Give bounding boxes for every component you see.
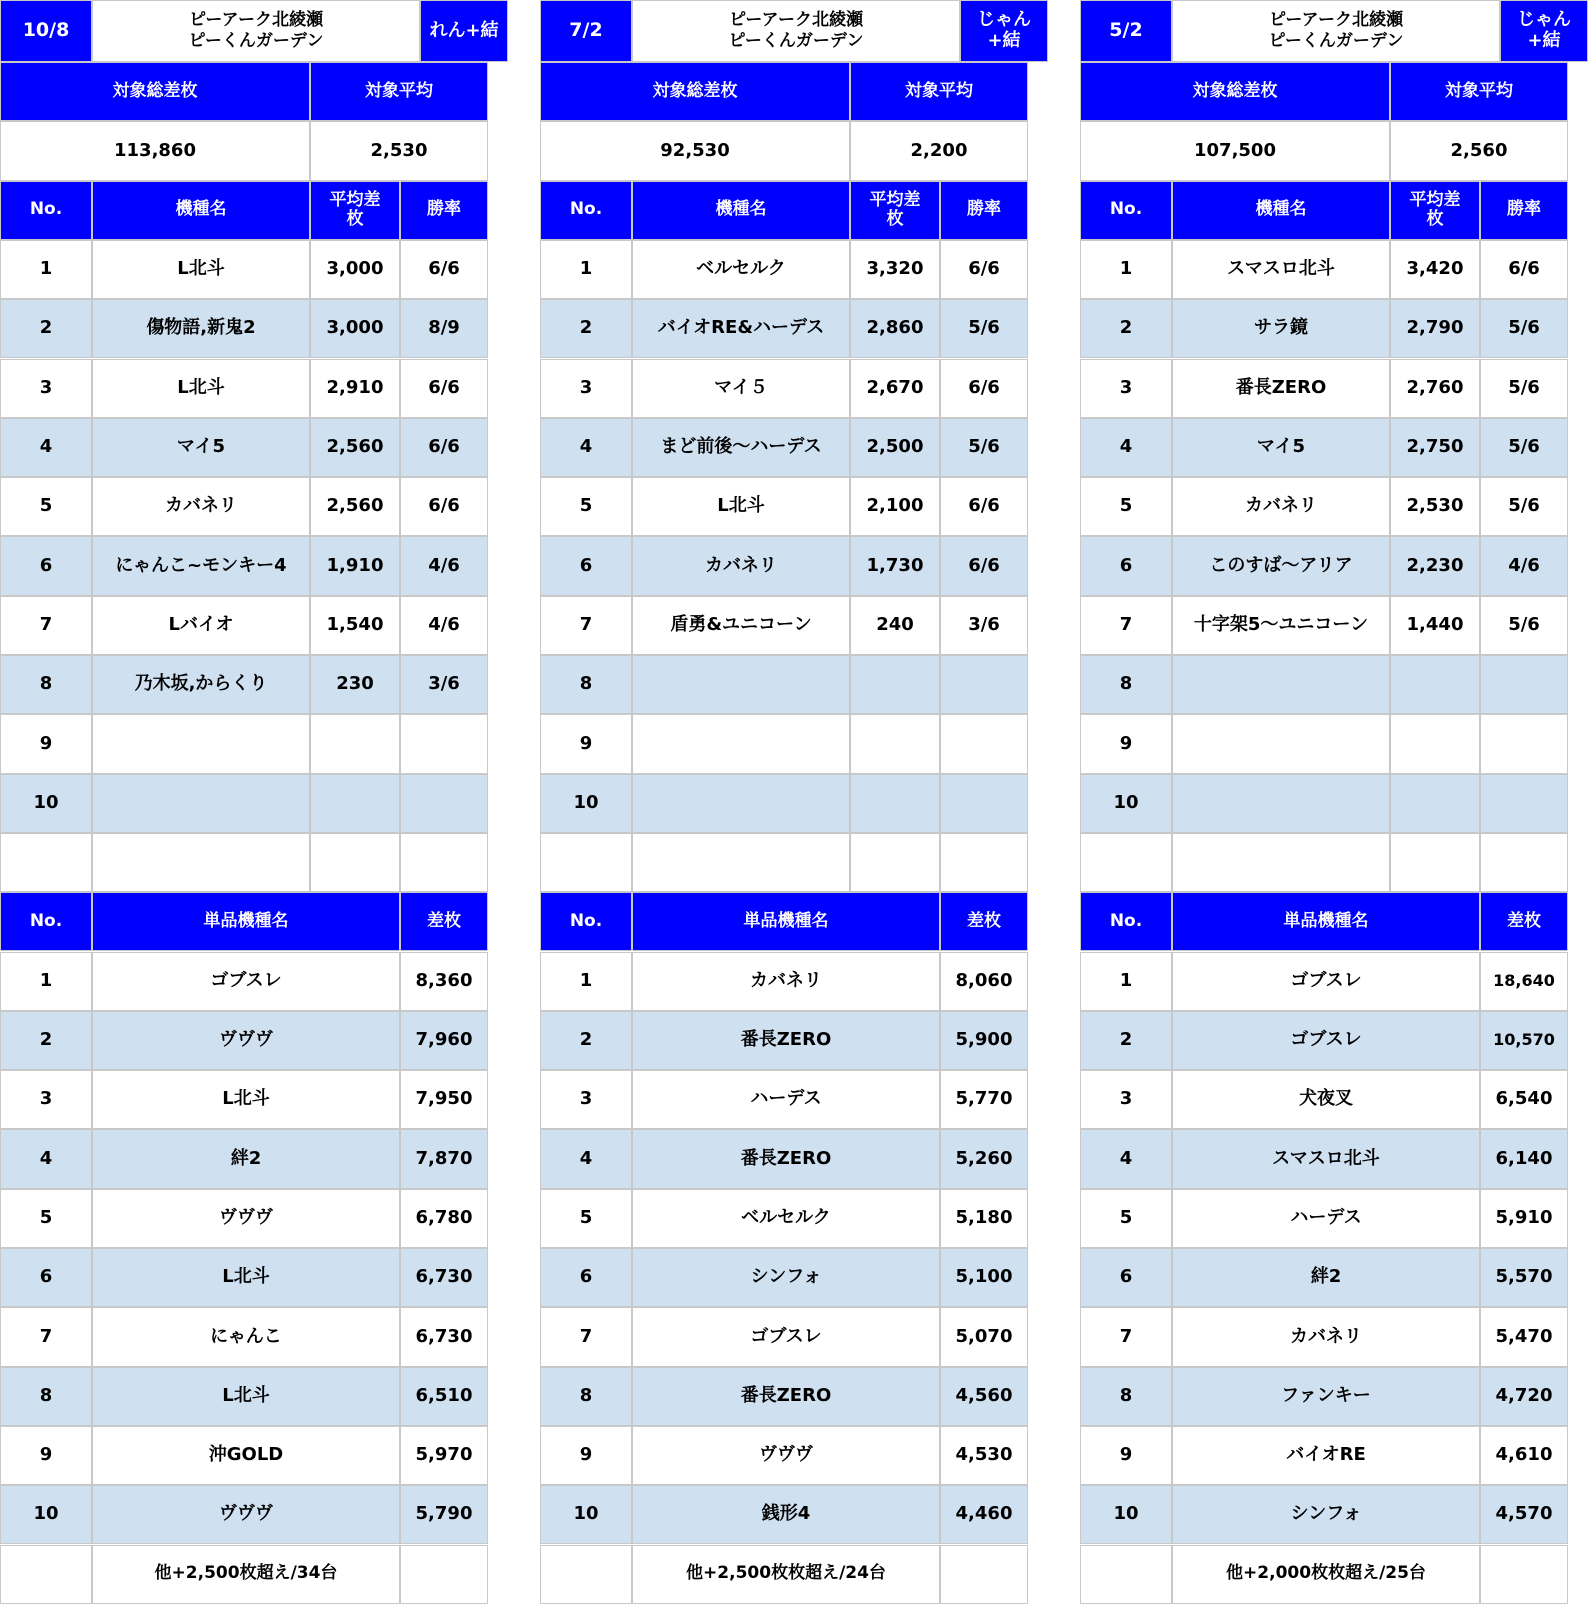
ranking-row-model (1172, 655, 1390, 714)
singles-row-no: 9 (540, 1426, 632, 1485)
ranking-row-avg-diff: 1,910 (310, 536, 400, 595)
ranking-row-avg-diff (850, 714, 940, 773)
ranking-row-no: 9 (540, 714, 632, 773)
singles-row-diff: 18,640 (1480, 952, 1568, 1011)
singles-row-model: カバネリ (632, 952, 940, 1011)
singles-row-no: 3 (540, 1070, 632, 1129)
ranking-row-no: 8 (0, 655, 92, 714)
ranking-row-win-rate: 4/6 (400, 596, 488, 655)
singles-row-diff: 5,100 (940, 1248, 1028, 1307)
singles-row-no: 9 (0, 1426, 92, 1485)
ranking-row-avg-diff (310, 774, 400, 833)
ranking-row-no (0, 833, 92, 892)
singles-row-no: 3 (1080, 1070, 1172, 1129)
ranking-row-no: 7 (1080, 596, 1172, 655)
ranking-row-avg-diff: 1,440 (1390, 596, 1480, 655)
singles-row-no: 1 (540, 952, 632, 1011)
singles-row-model: ゴブスレ (1172, 1011, 1480, 1070)
ranking-row-no: 3 (0, 359, 92, 418)
singles-row-no: 8 (0, 1367, 92, 1426)
ranking-row-avg-diff: 3,000 (310, 299, 400, 358)
ranking-row-model: にゃんこ~モンキー4 (92, 536, 310, 595)
total-diff-value: 107,500 (1080, 121, 1390, 180)
ranking-row-avg-diff (850, 833, 940, 892)
ranking-row-avg-diff: 2,910 (310, 359, 400, 418)
footer-note: 他+2,500枚枚超え/24台 (632, 1545, 940, 1604)
singles-row-diff: 4,610 (1480, 1426, 1568, 1485)
ranking-row-model: Lバイオ (92, 596, 310, 655)
singles-row-diff: 5,790 (400, 1485, 488, 1544)
singles-row-model: にゃんこ (92, 1307, 400, 1366)
singles-row-no: 9 (1080, 1426, 1172, 1485)
ranking-row-win-rate: 6/6 (940, 477, 1028, 536)
singles-row-diff: 5,910 (1480, 1189, 1568, 1248)
ranking-row-avg-diff: 2,560 (310, 418, 400, 477)
singles-row-no: 6 (0, 1248, 92, 1307)
singles-row-diff: 8,360 (400, 952, 488, 1011)
ranking-row-no: 8 (1080, 655, 1172, 714)
ranking-row-model: ベルセルク (632, 240, 850, 299)
ranking-row-avg-diff: 2,560 (310, 477, 400, 536)
result-block-3 (1080, 0, 1588, 1606)
total-diff-value: 113,860 (0, 121, 310, 180)
ranking-row-model: 盾勇&ユニコーン (632, 596, 850, 655)
ranking-row-win-rate: 3/6 (400, 655, 488, 714)
singles-row-diff: 4,460 (940, 1485, 1028, 1544)
ranking-row-no: 10 (1080, 774, 1172, 833)
singles-row-model: ゴブスレ (632, 1307, 940, 1366)
singles-row-no: 4 (0, 1129, 92, 1188)
ranking-row-win-rate: 6/6 (1480, 240, 1568, 299)
ranking-avg-diff-header: 平均差枚 (850, 181, 940, 240)
ranking-row-no: 5 (0, 477, 92, 536)
ranking-row-model (1172, 833, 1390, 892)
singles-row-model: カバネリ (1172, 1307, 1480, 1366)
singles-diff-header: 差枚 (940, 892, 1028, 951)
ranking-no-header: No. (0, 181, 92, 240)
ranking-model-header: 機種名 (92, 181, 310, 240)
footer-note: 他+2,500枚超え/34台 (92, 1545, 400, 1604)
singles-row-no: 4 (540, 1129, 632, 1188)
ranking-row-win-rate: 4/6 (400, 536, 488, 595)
ranking-row-win-rate: 8/9 (400, 299, 488, 358)
singles-row-model: ハーデス (632, 1070, 940, 1129)
ranking-row-model (1172, 774, 1390, 833)
singles-row-no: 8 (540, 1367, 632, 1426)
singles-row-diff: 6,780 (400, 1189, 488, 1248)
ranking-row-win-rate (1480, 655, 1568, 714)
ranking-row-avg-diff: 3,320 (850, 240, 940, 299)
ranking-row-no: 4 (540, 418, 632, 477)
average-header: 対象平均 (310, 62, 488, 121)
ranking-row-win-rate (400, 714, 488, 773)
ranking-row-win-rate: 5/6 (1480, 299, 1568, 358)
total-diff-header: 対象総差枚 (0, 62, 310, 121)
ranking-row-model: サラ鏡 (1172, 299, 1390, 358)
singles-row-model: ハーデス (1172, 1189, 1480, 1248)
ranking-row-no: 6 (1080, 536, 1172, 595)
ranking-row-model (92, 774, 310, 833)
ranking-row-no: 4 (0, 418, 92, 477)
ranking-row-win-rate (940, 774, 1028, 833)
ranking-row-model (92, 833, 310, 892)
ranking-avg-diff-header: 平均差枚 (310, 181, 400, 240)
ranking-row-no (1080, 833, 1172, 892)
average-header: 対象平均 (850, 62, 1028, 121)
singles-row-diff: 4,530 (940, 1426, 1028, 1485)
ranking-row-model (632, 774, 850, 833)
ranking-no-header: No. (1080, 181, 1172, 240)
ranking-win-rate-header: 勝率 (940, 181, 1028, 240)
singles-no-header: No. (1080, 892, 1172, 951)
ranking-row-no: 9 (1080, 714, 1172, 773)
average-value: 2,560 (1390, 121, 1568, 180)
result-block-1 (0, 0, 508, 1606)
ranking-row-model (632, 655, 850, 714)
ranking-row-win-rate: 5/6 (1480, 596, 1568, 655)
ranking-row-avg-diff (1390, 714, 1480, 773)
singles-row-model: スマスロ北斗 (1172, 1129, 1480, 1188)
ranking-row-model: 傷物語,新鬼2 (92, 299, 310, 358)
block-gap (1048, 0, 1080, 1606)
ranking-row-avg-diff (310, 714, 400, 773)
ranking-row-model: カバネリ (92, 477, 310, 536)
ranking-row-avg-diff: 2,500 (850, 418, 940, 477)
ranking-row-avg-diff: 2,100 (850, 477, 940, 536)
ranking-row-no: 3 (540, 359, 632, 418)
singles-row-diff: 5,770 (940, 1070, 1028, 1129)
ranking-avg-diff-header: 平均差枚 (1390, 181, 1480, 240)
singles-row-diff: 6,510 (400, 1367, 488, 1426)
singles-row-model: L北斗 (92, 1248, 400, 1307)
average-value: 2,200 (850, 121, 1028, 180)
singles-row-no: 6 (1080, 1248, 1172, 1307)
ranking-row-no: 1 (1080, 240, 1172, 299)
footer-blank (0, 1545, 92, 1604)
ranking-row-model: L北斗 (92, 359, 310, 418)
singles-row-model: L北斗 (92, 1070, 400, 1129)
ranking-row-no: 6 (540, 536, 632, 595)
event-date: 7/2 (540, 0, 632, 62)
ranking-row-no: 8 (540, 655, 632, 714)
singles-row-diff: 4,720 (1480, 1367, 1568, 1426)
ranking-row-no: 5 (540, 477, 632, 536)
total-diff-value: 92,530 (540, 121, 850, 180)
ranking-no-header: No. (540, 181, 632, 240)
ranking-row-no: 4 (1080, 418, 1172, 477)
singles-row-diff: 5,180 (940, 1189, 1028, 1248)
ranking-row-avg-diff (1390, 774, 1480, 833)
ranking-row-win-rate: 5/6 (1480, 418, 1568, 477)
ranking-row-avg-diff: 1,730 (850, 536, 940, 595)
ranking-row-model: 乃木坂,からくり (92, 655, 310, 714)
singles-row-model: 番長ZERO (632, 1129, 940, 1188)
ranking-row-model: マイ5 (1172, 418, 1390, 477)
singles-row-diff: 5,070 (940, 1307, 1028, 1366)
singles-row-no: 1 (0, 952, 92, 1011)
ranking-row-win-rate: 6/6 (940, 536, 1028, 595)
singles-row-no: 8 (1080, 1367, 1172, 1426)
singles-row-no: 5 (0, 1189, 92, 1248)
singles-row-diff: 10,570 (1480, 1011, 1568, 1070)
singles-row-model: シンフォ (1172, 1485, 1480, 1544)
ranking-row-model: まど前後～ハーデス (632, 418, 850, 477)
ranking-row-win-rate (1480, 833, 1568, 892)
singles-diff-header: 差枚 (1480, 892, 1568, 951)
ranking-row-avg-diff: 2,530 (1390, 477, 1480, 536)
ranking-row-model: 十字架5～ユニコーン (1172, 596, 1390, 655)
ranking-row-no: 7 (540, 596, 632, 655)
store-name-line2: ピーくんガーデン (188, 31, 324, 51)
footer-blank-right (1480, 1545, 1568, 1604)
singles-row-diff: 4,560 (940, 1367, 1028, 1426)
singles-diff-header: 差枚 (400, 892, 488, 951)
store-name (632, 0, 960, 62)
store-name (1172, 0, 1500, 62)
singles-row-model: バイオRE (1172, 1426, 1480, 1485)
singles-row-diff: 6,140 (1480, 1129, 1568, 1188)
singles-row-no: 1 (1080, 952, 1172, 1011)
ranking-row-model: スマスロ北斗 (1172, 240, 1390, 299)
ranking-win-rate-header: 勝率 (1480, 181, 1568, 240)
ranking-row-no: 9 (0, 714, 92, 773)
average-header: 対象平均 (1390, 62, 1568, 121)
ranking-row-no: 2 (540, 299, 632, 358)
singles-row-no: 7 (0, 1307, 92, 1366)
ranking-row-no (540, 833, 632, 892)
ranking-row-no: 7 (0, 596, 92, 655)
singles-row-diff: 7,870 (400, 1129, 488, 1188)
singles-row-diff: 7,960 (400, 1011, 488, 1070)
ranking-row-model (92, 714, 310, 773)
ranking-row-win-rate: 6/6 (400, 477, 488, 536)
ranking-row-win-rate: 6/6 (400, 240, 488, 299)
ranking-row-model (632, 833, 850, 892)
ranking-row-win-rate: 4/6 (1480, 536, 1568, 595)
ranking-row-model: バイオRE&ハーデス (632, 299, 850, 358)
singles-model-header: 単品機種名 (92, 892, 400, 951)
singles-model-header: 単品機種名 (632, 892, 940, 951)
singles-row-model: L北斗 (92, 1367, 400, 1426)
ranking-row-no: 3 (1080, 359, 1172, 418)
ranking-row-model: L北斗 (92, 240, 310, 299)
ranking-row-avg-diff: 2,230 (1390, 536, 1480, 595)
singles-row-no: 2 (1080, 1011, 1172, 1070)
ranking-row-avg-diff (850, 655, 940, 714)
ranking-row-win-rate: 6/6 (940, 240, 1028, 299)
store-name-line2: ピーくんガーデン (1268, 31, 1404, 51)
ranking-row-no: 10 (540, 774, 632, 833)
singles-row-no: 5 (1080, 1189, 1172, 1248)
ranking-row-model: 番長ZERO (1172, 359, 1390, 418)
store-name-line1: ピーアーク北綾瀬 (729, 9, 863, 30)
footer-blank-right (940, 1545, 1028, 1604)
ranking-row-no: 1 (0, 240, 92, 299)
ranking-row-no: 2 (1080, 299, 1172, 358)
footer-blank (540, 1545, 632, 1604)
footer-blank (1080, 1545, 1172, 1604)
ranking-row-win-rate: 5/6 (1480, 359, 1568, 418)
singles-row-diff: 6,730 (400, 1307, 488, 1366)
singles-row-model: 銭形4 (632, 1485, 940, 1544)
ranking-row-win-rate: 3/6 (940, 596, 1028, 655)
ranking-row-win-rate (940, 833, 1028, 892)
singles-row-diff: 5,970 (400, 1426, 488, 1485)
singles-row-model: 絆2 (1172, 1248, 1480, 1307)
ranking-row-model (1172, 714, 1390, 773)
ranking-row-avg-diff: 2,750 (1390, 418, 1480, 477)
ranking-row-win-rate (1480, 714, 1568, 773)
singles-row-no: 5 (540, 1189, 632, 1248)
singles-row-diff: 5,900 (940, 1011, 1028, 1070)
singles-row-diff: 7,950 (400, 1070, 488, 1129)
event-tag: じゃん+結 (1500, 0, 1588, 62)
singles-row-no: 2 (540, 1011, 632, 1070)
ranking-row-avg-diff: 2,670 (850, 359, 940, 418)
singles-row-model: ゴブスレ (1172, 952, 1480, 1011)
ranking-row-avg-diff (310, 833, 400, 892)
event-tag: じゃん+結 (960, 0, 1048, 62)
singles-row-diff: 6,730 (400, 1248, 488, 1307)
average-value: 2,530 (310, 121, 488, 180)
singles-row-diff: 5,470 (1480, 1307, 1568, 1366)
event-date: 10/8 (0, 0, 92, 62)
ranking-row-win-rate: 5/6 (1480, 477, 1568, 536)
singles-model-header: 単品機種名 (1172, 892, 1480, 951)
ranking-row-no: 1 (540, 240, 632, 299)
ranking-row-avg-diff: 2,860 (850, 299, 940, 358)
ranking-row-win-rate (940, 655, 1028, 714)
ranking-row-win-rate (400, 774, 488, 833)
event-tag: れん+結 (420, 0, 508, 62)
footer-blank-right (400, 1545, 488, 1604)
singles-row-model: シンフォ (632, 1248, 940, 1307)
ranking-row-model: このすば～アリア (1172, 536, 1390, 595)
ranking-row-avg-diff (1390, 655, 1480, 714)
ranking-row-win-rate (1480, 774, 1568, 833)
singles-row-no: 7 (1080, 1307, 1172, 1366)
footer-note: 他+2,000枚枚超え/25台 (1172, 1545, 1480, 1604)
singles-row-model: ベルセルク (632, 1189, 940, 1248)
ranking-row-no: 5 (1080, 477, 1172, 536)
singles-row-diff: 4,570 (1480, 1485, 1568, 1544)
singles-row-no: 2 (0, 1011, 92, 1070)
singles-row-no: 10 (0, 1485, 92, 1544)
singles-row-model: ゴブスレ (92, 952, 400, 1011)
singles-row-diff: 5,260 (940, 1129, 1028, 1188)
ranking-row-no: 2 (0, 299, 92, 358)
ranking-row-avg-diff: 3,420 (1390, 240, 1480, 299)
singles-no-header: No. (540, 892, 632, 951)
singles-row-model: ヴヴヴ (92, 1485, 400, 1544)
ranking-row-win-rate (400, 833, 488, 892)
ranking-model-header: 機種名 (1172, 181, 1390, 240)
result-block-2 (540, 0, 1048, 1606)
singles-row-diff: 6,540 (1480, 1070, 1568, 1129)
singles-row-no: 10 (540, 1485, 632, 1544)
ranking-win-rate-header: 勝率 (400, 181, 488, 240)
singles-row-diff: 8,060 (940, 952, 1028, 1011)
singles-row-no: 10 (1080, 1485, 1172, 1544)
ranking-row-avg-diff (1390, 833, 1480, 892)
ranking-row-model: マイ5 (92, 418, 310, 477)
ranking-row-avg-diff (850, 774, 940, 833)
ranking-row-avg-diff: 1,540 (310, 596, 400, 655)
ranking-row-no: 6 (0, 536, 92, 595)
store-name-line1: ピーアーク北綾瀬 (1269, 9, 1403, 30)
ranking-row-no: 10 (0, 774, 92, 833)
singles-row-model: ヴヴヴ (632, 1426, 940, 1485)
store-name (92, 0, 420, 62)
ranking-row-avg-diff: 230 (310, 655, 400, 714)
singles-row-no: 7 (540, 1307, 632, 1366)
ranking-row-avg-diff: 3,000 (310, 240, 400, 299)
singles-row-model: ヴヴヴ (92, 1189, 400, 1248)
ranking-row-avg-diff: 240 (850, 596, 940, 655)
ranking-row-win-rate: 6/6 (940, 359, 1028, 418)
singles-row-no: 6 (540, 1248, 632, 1307)
ranking-row-win-rate: 6/6 (400, 418, 488, 477)
singles-no-header: No. (0, 892, 92, 951)
singles-row-no: 3 (0, 1070, 92, 1129)
total-diff-header: 対象総差枚 (540, 62, 850, 121)
ranking-model-header: 機種名 (632, 181, 850, 240)
singles-row-model: 犬夜叉 (1172, 1070, 1480, 1129)
store-name-line2: ピーくんガーデン (728, 31, 864, 51)
ranking-row-win-rate (940, 714, 1028, 773)
ranking-row-model: カバネリ (632, 536, 850, 595)
block-gap (508, 0, 540, 1606)
ranking-row-win-rate: 5/6 (940, 299, 1028, 358)
ranking-row-model: L北斗 (632, 477, 850, 536)
singles-row-model: ファンキー (1172, 1367, 1480, 1426)
ranking-row-model: マイ５ (632, 359, 850, 418)
ranking-row-model (632, 714, 850, 773)
total-diff-header: 対象総差枚 (1080, 62, 1390, 121)
ranking-row-avg-diff: 2,790 (1390, 299, 1480, 358)
singles-row-model: 番長ZERO (632, 1367, 940, 1426)
singles-row-model: 沖GOLD (92, 1426, 400, 1485)
ranking-row-win-rate: 6/6 (400, 359, 488, 418)
event-date: 5/2 (1080, 0, 1172, 62)
singles-row-model: ヴヴヴ (92, 1011, 400, 1070)
singles-row-diff: 5,570 (1480, 1248, 1568, 1307)
singles-row-model: 絆2 (92, 1129, 400, 1188)
ranking-row-model: カバネリ (1172, 477, 1390, 536)
singles-row-model: 番長ZERO (632, 1011, 940, 1070)
store-name-line1: ピーアーク北綾瀬 (189, 9, 323, 30)
ranking-row-avg-diff: 2,760 (1390, 359, 1480, 418)
ranking-row-win-rate: 5/6 (940, 418, 1028, 477)
singles-row-no: 4 (1080, 1129, 1172, 1188)
